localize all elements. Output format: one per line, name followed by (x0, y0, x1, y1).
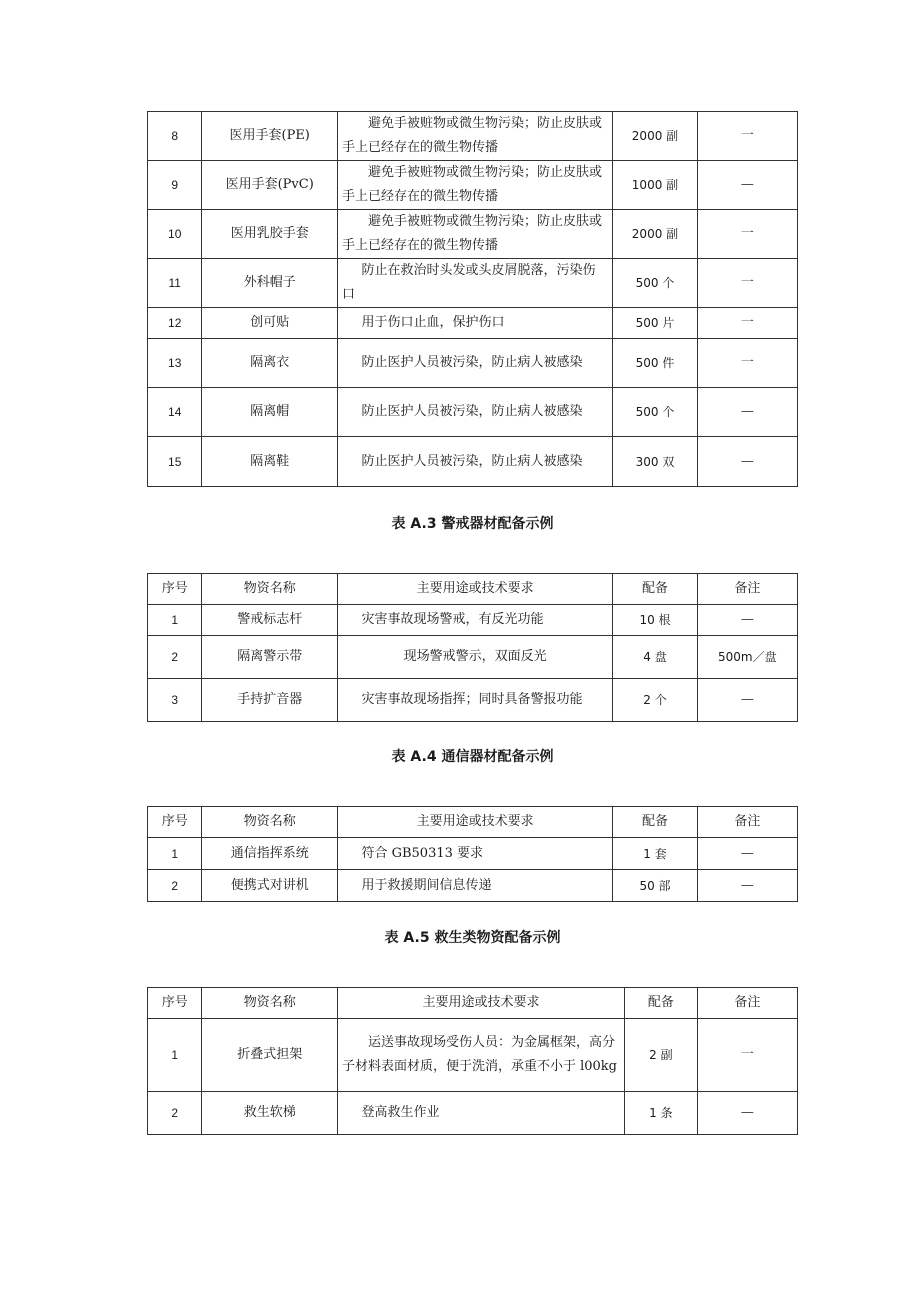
item-note: — (697, 161, 797, 210)
row-number: 9 (148, 161, 202, 210)
item-use: 避免手被赃物或微生物污染；防止皮肤或手上已经存在的微生物传播 (337, 112, 612, 161)
header-no: 序号 (148, 988, 202, 1019)
header-qty: 配备 (613, 574, 697, 605)
table-a3 (147, 573, 798, 722)
row-number: 11 (148, 259, 202, 308)
item-use: 防止医护人员被污染，防止病人被感染 (337, 388, 612, 437)
row-number: 1 (148, 838, 202, 870)
item-use: 防止医护人员被污染，防止病人被感染 (337, 437, 612, 487)
table-a3-caption: 表 A.3 警戒器材配备示例 (391, 516, 554, 532)
table-row (148, 259, 798, 308)
table-a4-caption: 表 A.4 通信器材配备示例 (391, 749, 554, 765)
row-number: 14 (148, 388, 202, 437)
header-name: 物资名称 (202, 574, 338, 605)
item-use: 用于救援期间信息传递 (337, 870, 612, 902)
item-quantity: 300 双 (613, 437, 697, 487)
row-number: 1 (148, 605, 202, 636)
item-name: 医用乳胶手套 (202, 210, 338, 259)
table-row (148, 1019, 798, 1092)
item-name: 警戒标志杆 (202, 605, 338, 636)
header-qty: 配备 (625, 988, 698, 1019)
item-name: 创可贴 (202, 308, 338, 339)
header-name: 物资名称 (202, 807, 338, 838)
item-name: 医用手套(PvC) (202, 161, 338, 210)
item-use: 用于伤口止血，保护伤口 (337, 308, 612, 339)
header-note: 备注 (697, 807, 797, 838)
item-note: — (697, 838, 797, 870)
table-a5 (147, 987, 798, 1135)
table-row (148, 339, 798, 388)
item-quantity: 1000 副 (613, 161, 697, 210)
item-name: 隔离警示带 (202, 636, 338, 679)
item-quantity: 1 套 (613, 838, 697, 870)
item-name: 手持扩音器 (202, 679, 338, 722)
table-row (148, 308, 798, 339)
row-number: 15 (148, 437, 202, 487)
header-use: 主要用途或技术要求 (337, 574, 612, 605)
item-note: 一 (697, 339, 797, 388)
table-a5-caption: 表 A.5 救生类物资配备示例 (384, 930, 561, 946)
item-note: — (697, 437, 797, 487)
row-number: 2 (148, 636, 202, 679)
item-name: 外科帽子 (202, 259, 338, 308)
item-name: 便携式对讲机 (202, 870, 338, 902)
table-row (148, 210, 798, 259)
item-quantity: 500 片 (613, 308, 697, 339)
row-number: 13 (148, 339, 202, 388)
item-use: 防止在救治时头发或头皮屑脱落，污染伤口 (337, 259, 612, 308)
table-header-row (148, 574, 798, 605)
row-number: 1 (148, 1019, 202, 1092)
item-note: 一 (697, 259, 797, 308)
item-quantity: 500 件 (613, 339, 697, 388)
table-header-row (148, 807, 798, 838)
item-note: 一 (697, 308, 797, 339)
header-note: 备注 (697, 988, 797, 1019)
item-use: 灾害事故现场指挥；同时具备警报功能 (337, 679, 612, 722)
table-header-row (148, 988, 798, 1019)
item-note: — (697, 1092, 797, 1135)
table-row (148, 679, 798, 722)
item-use: 登高救生作业 (337, 1092, 624, 1135)
table-row (148, 161, 798, 210)
item-quantity: 2 个 (613, 679, 697, 722)
table-row (148, 838, 798, 870)
table-a2-continued (147, 111, 798, 487)
item-name: 通信指挥系统 (202, 838, 338, 870)
item-note: — (697, 388, 797, 437)
table-row (148, 112, 798, 161)
table-a4 (147, 806, 798, 902)
item-quantity: 2 副 (625, 1019, 698, 1092)
table-row (148, 388, 798, 437)
item-use: 防止医护人员被污染，防止病人被感染 (337, 339, 612, 388)
row-number: 2 (148, 870, 202, 902)
item-name: 隔离帽 (202, 388, 338, 437)
header-qty: 配备 (613, 807, 697, 838)
item-quantity: 10 根 (613, 605, 697, 636)
item-note: — (697, 679, 797, 722)
item-quantity: 500 个 (613, 259, 697, 308)
row-number: 2 (148, 1092, 202, 1135)
item-use: 避免手被赃物或微生物污染；防止皮肤或手上已经存在的微生物传播 (337, 210, 612, 259)
item-quantity: 1 条 (625, 1092, 698, 1135)
header-name: 物资名称 (202, 988, 338, 1019)
header-no: 序号 (148, 807, 202, 838)
item-use: 避免手被赃物或微生物污染；防止皮肤或手上已经存在的微生物传播 (337, 161, 612, 210)
item-use: 现场警戒警示，双面反光 (337, 636, 612, 679)
header-use: 主要用途或技术要求 (337, 988, 624, 1019)
item-name: 医用手套(PE) (202, 112, 338, 161)
item-quantity: 500 个 (613, 388, 697, 437)
table-row (148, 870, 798, 902)
item-use: 灾害事故现场警戒，有反光功能 (337, 605, 612, 636)
item-quantity: 50 部 (613, 870, 697, 902)
item-use: 符合 GB50313 要求 (337, 838, 612, 870)
row-number: 8 (148, 112, 202, 161)
header-no: 序号 (148, 574, 202, 605)
item-quantity: 2000 副 (613, 210, 697, 259)
table-row (148, 1092, 798, 1135)
header-note: 备注 (697, 574, 797, 605)
item-note: — (697, 605, 797, 636)
table-row (148, 605, 798, 636)
item-note: 500m／盘 (697, 636, 797, 679)
item-note: 一 (697, 1019, 797, 1092)
item-use: 运送事故现场受伤人员：为金属框架，高分子材料表面材质，便于洗消，承重不小于 l00kg (337, 1019, 624, 1092)
item-note: 一 (697, 112, 797, 161)
item-quantity: 4 盘 (613, 636, 697, 679)
item-name: 折叠式担架 (202, 1019, 338, 1092)
item-name: 救生软梯 (202, 1092, 338, 1135)
item-note: 一 (697, 210, 797, 259)
table-row (148, 636, 798, 679)
row-number: 3 (148, 679, 202, 722)
row-number: 10 (148, 210, 202, 259)
item-quantity: 2000 副 (613, 112, 697, 161)
item-note: — (697, 870, 797, 902)
table-row (148, 437, 798, 487)
item-name: 隔离鞋 (202, 437, 338, 487)
item-name: 隔离衣 (202, 339, 338, 388)
header-use: 主要用途或技术要求 (337, 807, 612, 838)
row-number: 12 (148, 308, 202, 339)
